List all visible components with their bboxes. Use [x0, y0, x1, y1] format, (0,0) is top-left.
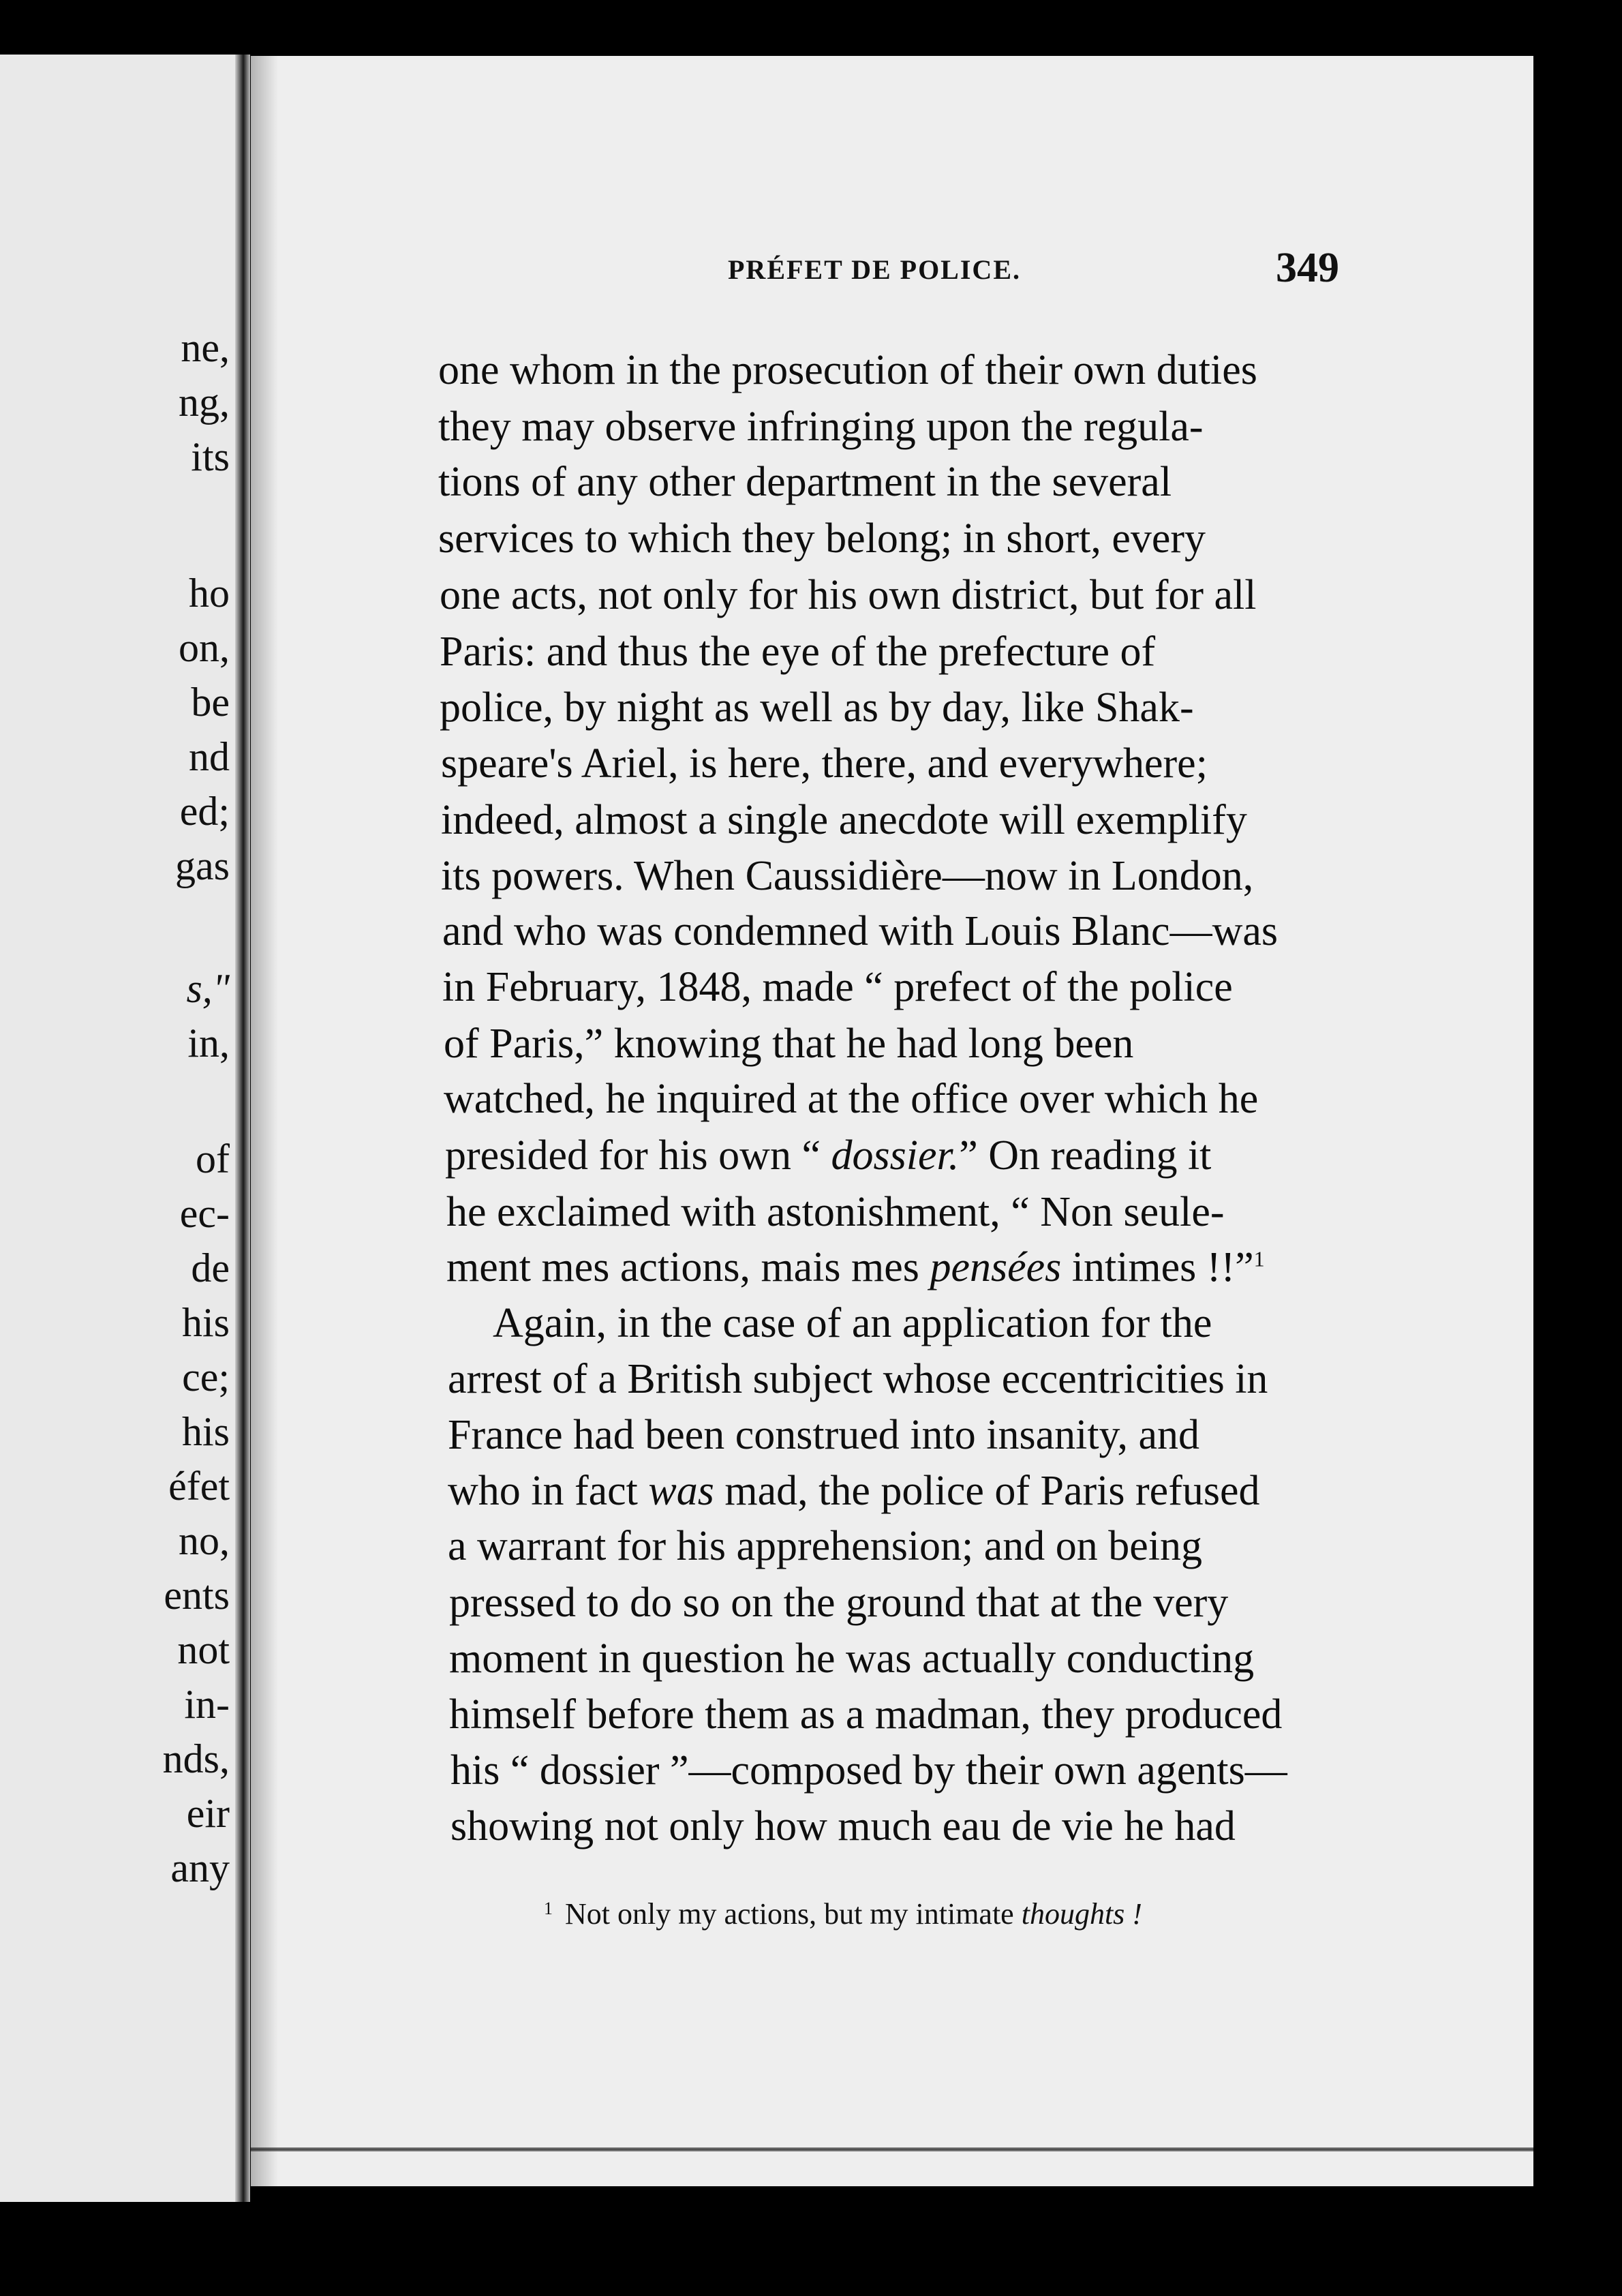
facing-line: nds, [162, 1736, 230, 1781]
footnote [544, 1897, 1142, 1931]
text-line: indeed, almost a single anecdote will exemplify [441, 797, 1247, 843]
italic-word: pensées [930, 1244, 1062, 1290]
facing-line: de [191, 1245, 230, 1290]
footnote-number: 1 [544, 1899, 553, 1918]
text-run: intimes !!” [1061, 1244, 1254, 1290]
text-line [446, 1246, 1265, 1288]
text-line: watched, he inquired at the office over which he [444, 1076, 1259, 1122]
facing-page [0, 55, 242, 2202]
facing-line: nd [189, 734, 230, 779]
text-line: himself before them as a madman, they produced [449, 1691, 1283, 1738]
italic-word: dossier. [831, 1132, 960, 1179]
facing-line: ne, [181, 325, 230, 370]
facing-line: ec- [179, 1191, 230, 1236]
text-line: one whom in the prosecution of their own duties [438, 347, 1257, 393]
page-number: 349 [1276, 245, 1339, 291]
page-bottom-edge [251, 2147, 1533, 2151]
facing-line: not [177, 1627, 230, 1672]
text-line: a warrant for his apprehension; and on being [448, 1523, 1203, 1569]
facing-line: s," [186, 966, 230, 1011]
text-line: his “ dossier ”—composed by their own agents— [450, 1747, 1287, 1794]
text-line: he exclaimed with astonishment, “ Non seule- [446, 1189, 1225, 1235]
facing-line: ho [189, 571, 230, 616]
text-line: moment in question he was actually conducting [449, 1635, 1255, 1682]
facing-line: no, [179, 1518, 230, 1563]
text-run: presided for his own “ [445, 1132, 831, 1179]
text-run: ” On reading it [959, 1132, 1212, 1179]
text-line: and who was condemned with Louis Blanc—was [442, 908, 1278, 954]
text-line: police, by night as well as by day, like Shak- [440, 684, 1194, 731]
text-line: Again, in the case of an application for the [493, 1300, 1212, 1346]
facing-line: his [181, 1300, 230, 1345]
text-line: tions of any other department in the several [438, 459, 1172, 505]
facing-line: in, [187, 1021, 230, 1066]
text-line: one acts, not only for his own district, but for all [440, 572, 1257, 618]
facing-line: in- [184, 1682, 230, 1727]
italic-word: was [648, 1468, 714, 1514]
facing-line: be [191, 680, 230, 725]
facing-line: ce; [182, 1355, 230, 1400]
text-line: arrest of a British subject whose eccentricities in [448, 1356, 1268, 1402]
facing-line: of [196, 1136, 230, 1181]
text-run: ment mes actions, mais mes [446, 1244, 930, 1290]
facing-line: éfet [168, 1464, 230, 1509]
facing-line: his [181, 1409, 230, 1454]
text-line: pressed to do so on the ground that at the very [449, 1580, 1229, 1626]
text-line: services to which they belong; in short, every [438, 515, 1206, 562]
text-line [448, 1470, 1260, 1512]
text-line: Paris: and thus the eye of the prefecture of [440, 629, 1156, 675]
text-run: mad, the police of Paris refused [714, 1468, 1260, 1514]
facing-line: gas [175, 843, 230, 888]
footnote-marker: 1 [1253, 1246, 1265, 1271]
text-line [445, 1134, 1211, 1177]
facing-line: on, [179, 625, 230, 670]
facing-line: eir [186, 1791, 230, 1836]
footnote-text: Not only my actions, but my intimate [565, 1897, 1022, 1931]
text-line: of Paris,” knowing that he had long been [444, 1021, 1134, 1067]
footnote-italic: thoughts ! [1021, 1897, 1142, 1931]
text-line: speare's Ariel, is here, there, and everywhere; [441, 740, 1208, 787]
text-line: showing not only how much eau de vie he had [450, 1803, 1236, 1849]
facing-line: ed; [179, 789, 230, 834]
facing-line: its [191, 434, 230, 479]
facing-line: ents [164, 1573, 230, 1618]
text-line: they may observe infringing upon the regula- [438, 404, 1204, 450]
book-page [251, 56, 1533, 2186]
text-line: in February, 1848, made “ prefect of the police [442, 964, 1233, 1010]
text-line: its powers. When Caussidière—now in London, [441, 853, 1254, 899]
text-line: France had been construed into insanity, and [448, 1412, 1200, 1458]
facing-line: ng, [179, 380, 230, 425]
facing-line: any [170, 1845, 230, 1890]
text-run: who in fact [448, 1468, 649, 1514]
page-gutter [235, 55, 250, 2202]
running-head: PRÉFET DE POLICE. [728, 254, 1021, 285]
